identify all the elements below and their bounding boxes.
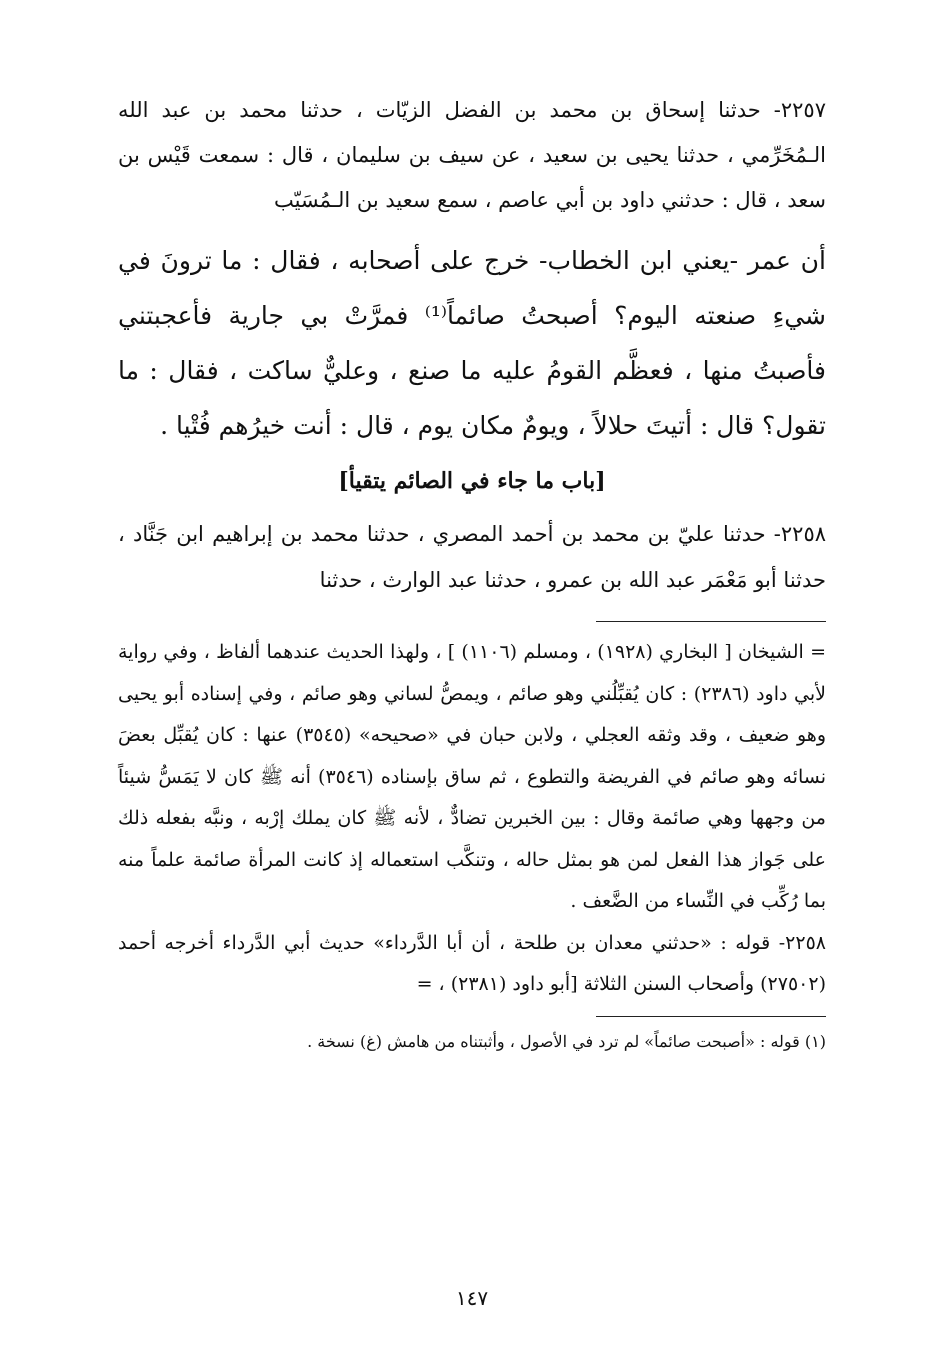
footnote: (١) قوله : «أصبحت صائماً» لم ترد في الأصول ، وأثبتناه من هامش (غ) نسخة .	[307, 1031, 826, 1051]
hadith-2258-isnad: ٢٢٥٨- حدثنا عليّ بن محمد بن أحمد المصري ، حدثنا محمد بن إبراهيم ابن جَنَّاد ، حدثنا أبو مَعْمَر عبد الله بن عمرو ، حدثنا عبد الوارث ، حدثنا	[118, 522, 827, 592]
page-number: ١٤٧	[455, 1286, 489, 1310]
chapter-heading: [باب ما جاء في الصائم يتقيأ]	[338, 468, 606, 494]
hadith-2257-matn: أن عمر -يعني ابن الخطاب- خرج على أصحابه ، فقال : ما ترونَ في شيءِ صنعته اليوم؟ أصبحتُ صائماً⁽¹⁾ فمرَّتْ بي جارية فأعجبتني فأصبتُ منها ، فعظَّم القومُ عليه ما صنع ، وعليٌّ ساكت ، فقال : ما تقول؟ قال : أتيتَ حلالاً ، ويومٌ مكان يوم ، قال : أنت خيرُهم فُتْيا .	[118, 246, 826, 440]
footnote-separator-2	[596, 1016, 826, 1017]
commentary-block	[118, 632, 826, 1006]
commentary-paragraph-2258: ٢٢٥٨- قوله : «حدثني معدان بن طلحة ، أن أبا الدَّرداء» حديث أبي الدَّرداء أخرجه أحمد (٢٧٥٠٢) وأصحاب السنن الثلاثة [أبو داود (٢٣٨١) ، =	[118, 931, 826, 995]
hadith-2257-isnad: ٢٢٥٧- حدثنا إسحاق بن محمد بن الفضل الزيّات ، حدثنا محمد بن عبد الله الـمُخَرِّمي ، حدثنا يحيى بن سعيد ، عن سيف بن سليمان ، قال : سمعت قَيْس بن سعد ، قال : حدثني داود بن أبي عاصم ، سمع سعيد بن الـمُسَيّب	[118, 98, 826, 212]
footnote-separator	[596, 621, 826, 622]
commentary-paragraph: = الشيخان [ البخاري (١٩٢٨) ، ومسلم (١١٠٦) ] ، ولهذا الحديث عندهما ألفاظ ، وفي رواية لأبي داود (٢٣٨٦) : كان يُقبِّلُني وهو صائم ، ويمصُّ لساني وهو صائم ، وفي إسناده أبو يحيى وهو ضعيف ، وقد وثقه العجلي ، ولابن حبان في «صحيحه» (٣٥٤٥) عنها : كان يُقبِّل بعضَ نسائه وهو صائم في الفريضة والتطوع ، ثم ساق بإسناده (٣٥٤٦) أنه ﷺ كان لا يَمَسُّ شيئاً من وجهها وهي صائمة وقال : بين الخبرين تضادٌّ ، لأنه ﷺ كان يملك إرْبه ، ونبَّه بفعله ذلك على جَواز هذا الفعل لمن هو بمثل حاله ، وتنكَّب استعماله إذ كانت المرأة صائمة علماً منه بما رُكِّب في النِّساء من الضَّعف .	[118, 641, 827, 912]
page-body	[118, 88, 826, 1059]
